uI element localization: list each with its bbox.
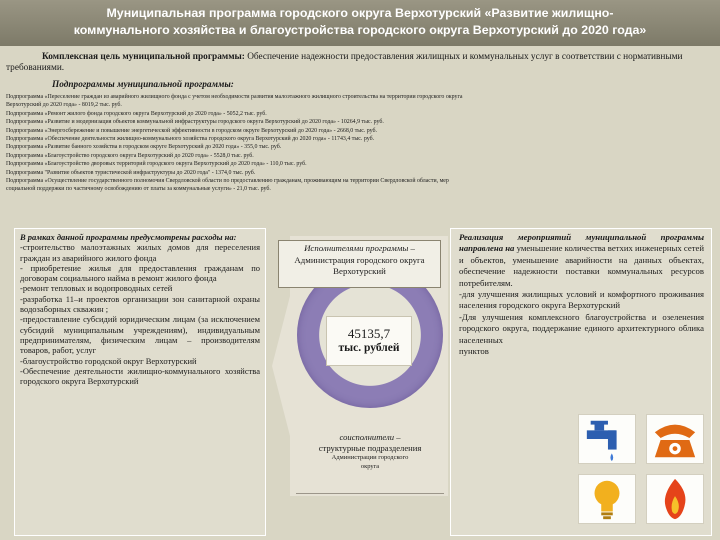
results-intro xyxy=(459,232,704,289)
telephone-icon xyxy=(646,414,704,464)
utility-icons xyxy=(578,414,712,534)
subprogram-item: Подпрограмма «Развитие банного хозяйства в городском округе Верхотурский до 2020 года» - 355,0 тыс. руб. xyxy=(6,144,282,151)
expense-item: -Обеспечение деятельности жилищно-коммунального хозяйства городского округа Верхотурский xyxy=(20,365,260,387)
title-line-1: Муниципальная программа городского округа Верхотурский «Развитие жилищно- xyxy=(106,6,614,20)
subprogram-item: Подпрограмма «Обеспечение деятельности жилищно-коммунального хозяйства городского округа Верхотурский до 2020 года» - 11743,4 тыс. руб. xyxy=(6,136,375,143)
subprogram-item: Подпрограмма «Благоустройство городского округа Верхотурский до 2020 года» - 5528,0 тыс. руб. xyxy=(6,152,254,159)
total-amount: 45135,7 xyxy=(347,326,391,341)
fire-flame-icon xyxy=(646,474,704,524)
executors-label: Исполнителями программы – xyxy=(304,243,415,253)
goal-text: Обеспечение надежности предоставления жилищных и коммунальных услуг в соответствии с нормативными требованиями. xyxy=(6,52,683,73)
expense-item: -строительство малоэтажных жилых домов для переселения граждан из аварийного жилого фонда xyxy=(20,242,260,263)
subprogram-item: Подпрограмма «Осуществление государственного полномочия Свердловской области по предоставлению гражданам, проживающим на территории Свердловской области, мер xyxy=(6,178,449,185)
subprogram-item: Подпрограмма «Ремонт жилого фонда городского округа Верхотурский до 2020 года» - 5052,2 тыс. руб. xyxy=(6,110,267,117)
executors-text: Администрация городского округа Верхотурский xyxy=(294,254,425,276)
subprograms-heading: Подпрограммы муниципальной программы: xyxy=(52,80,234,90)
subprogram-item: Подпрограмма «Переселение граждан из аварийного жилищного фонда с учетом необходимости развития малоэтажного жилищного строительства на территории городского округа xyxy=(6,94,463,100)
expense-item: -благоустройство городской округ Верхотурский xyxy=(20,355,197,366)
expense-item: -предоставление субсидий юридическим лицам (за исключением субсидий муниципальным учреждениям), индивидуальным предпринимателям, физическим лицам – производителям товаров, работ, услуг xyxy=(20,314,260,356)
total-unit: тыс. рублей xyxy=(338,342,400,354)
subprogram-item: Подпрограмма "Развитие объектов туристической инфраструктуры до 2020 года" - 1374,0 тыс. руб. xyxy=(6,169,256,176)
goal-label: Комплексная цель муниципальной программы: xyxy=(42,52,245,62)
program-goal xyxy=(6,52,714,74)
water-tap-icon xyxy=(578,414,636,464)
expenses-heading: В рамках данной программы предусмотрены расходы на: xyxy=(20,232,237,242)
co-executors-text: структурные подразделения xyxy=(318,443,422,453)
title-line-2: коммунального хозяйства и благоустройства городского округа Верхотурский до 2020 года» xyxy=(73,23,647,37)
expense-item: -разработка 11–и проектов организации зон санитарной охраны водозаборных скважин ; xyxy=(20,293,260,315)
expenses-box xyxy=(14,228,266,536)
light-bulb-icon xyxy=(578,474,636,524)
subprogram-item: социальной поддержки по частичному освобождению от платы за коммунальные услуги» - 21,0 тыс. руб. xyxy=(6,186,271,193)
expense-item: -ремонт тепловых и водопроводных сетей xyxy=(20,283,173,294)
result-item: пунктов xyxy=(459,346,489,357)
result-item: -для улучшения жилищных условий и комфортного проживания населения городского округа Верхотурский xyxy=(459,289,704,311)
subprograms-list xyxy=(6,93,716,194)
result-item: уменьшение количества ветхих инженерных сетей и объектов, уменьшение аварийности на данных объектах, обеспечение надежности поставки коммунальных ресурсов потребителям. xyxy=(459,243,705,288)
co-executors-org-line1: Администрации городского xyxy=(331,454,409,461)
executors-box xyxy=(278,240,441,288)
subprogram-item: Подпрограмма «Благоустройство дворовых территорий городского округа Верхотурский до 2020 года» - 110,0 тыс. руб. xyxy=(6,161,307,168)
results-heading: Реализация мероприятий муниципальной программы направлена на xyxy=(459,232,704,254)
subprogram-item: Подпрограмма «Энергосбережение и повышение энергетической эффективности в городском округе Верхотурский до 2020 года» - 2668,0 тыс. руб. xyxy=(6,127,377,134)
subprogram-item: Подпрограмма «Развитие и модернизация объектов коммунальной инфраструктуры городского округа Верхотурский до 2020 года» - 10264,9 тыс. руб. xyxy=(6,119,384,126)
total-budget-box xyxy=(326,316,412,366)
subprogram-item: Верхотурский до 2020 года» - 8019,2 тыс. руб. xyxy=(6,102,122,109)
co-executors-org-line2: округа xyxy=(360,462,380,470)
co-executors-box xyxy=(296,432,444,494)
expense-item: - приобретение жилья для предоставления гражданам по договорам социального найма в ремонт жилого фонда xyxy=(20,262,260,284)
co-executors-label: соисполнители – xyxy=(339,432,401,442)
result-item: -Для улучшения комплексного благоустройства и озеленения городского округа, поддержание единого архитектурного облика населенных xyxy=(459,311,704,345)
title-bar xyxy=(0,0,720,46)
